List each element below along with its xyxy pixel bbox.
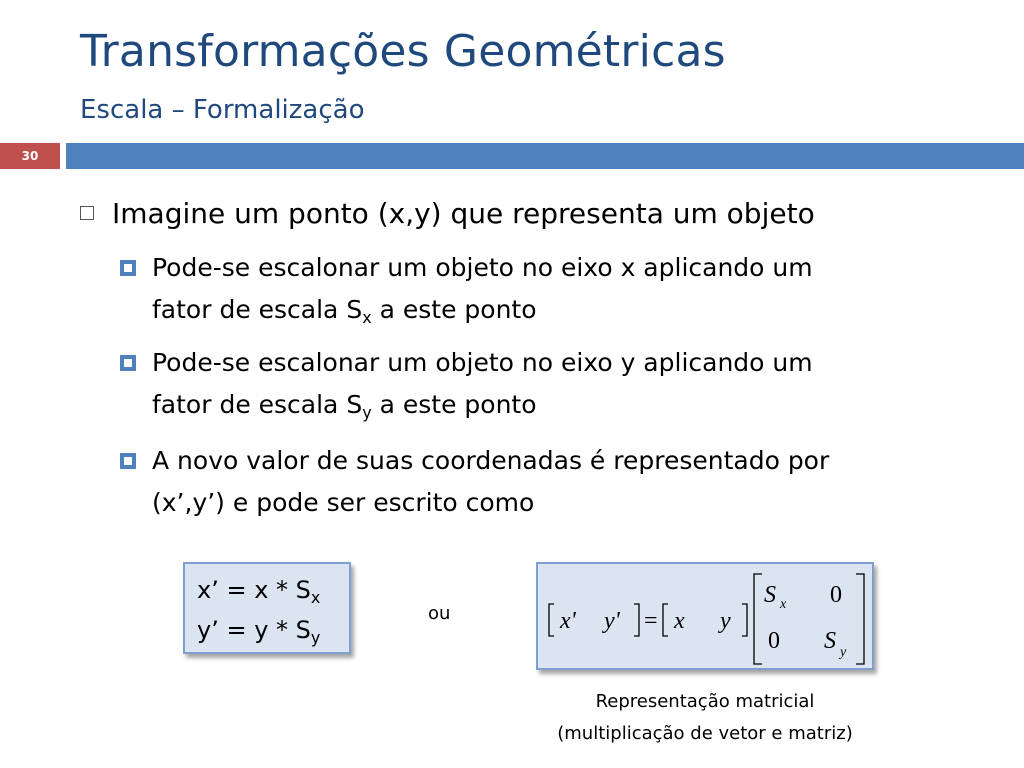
rhs-y: y xyxy=(720,608,731,634)
matrix-bracket-left xyxy=(754,574,762,664)
equation-box xyxy=(183,562,351,654)
bullet-item-2-line1: Pode-se escalonar um objeto no eixo y aplicando um xyxy=(152,348,813,377)
bullet-item-1-line1: Pode-se escalonar um objeto no eixo x aplicando um xyxy=(152,253,813,282)
square-bullet-icon xyxy=(120,355,136,371)
matrix-zero-top: 0 xyxy=(830,582,842,608)
matrix-bracket-right xyxy=(856,574,864,664)
equation-line-x: x’ = x * $S_x$ xyxy=(197,576,321,607)
matrix-equation-box xyxy=(536,562,874,670)
matrix-s-x: S xyxy=(764,582,776,608)
bullet-level1 xyxy=(80,192,1010,236)
slide-number-badge: 30 xyxy=(0,143,60,169)
square-bullet-icon xyxy=(120,453,136,469)
matrix-caption xyxy=(520,686,890,750)
equals-sign: = xyxy=(644,608,658,634)
matrix-sub-x: x xyxy=(780,597,787,612)
bullet-item-3-line2: (x’,y’) e pode ser escrito como xyxy=(152,488,535,517)
matrix-s-y: S xyxy=(824,628,836,654)
caption-line2: (multiplicação de vetor e matriz) xyxy=(557,723,853,744)
bullet-item-3 xyxy=(120,440,980,524)
matrix-sub-y: y xyxy=(840,645,847,660)
or-label: ou xyxy=(428,603,451,624)
bullet-item-2-line2: fator de escala $S_y$ a este ponto xyxy=(152,390,537,422)
equation-line-y: y’ = y * $S_y$ xyxy=(197,616,321,647)
slide-subtitle: Escala – Formalização xyxy=(80,95,365,125)
square-bullet-icon xyxy=(120,260,136,276)
bullet-item-1-line2: fator de escala $S_x$ a este ponto xyxy=(152,295,537,327)
bullet-level1-text: Imagine um ponto (x,y) que representa um objeto xyxy=(112,197,815,230)
hollow-square-bullet-icon xyxy=(80,206,94,220)
lhs-x: x' xyxy=(560,608,576,634)
bracket-right-1 xyxy=(634,604,639,636)
matrix-zero-bottom: 0 xyxy=(768,628,780,654)
bullet-item-2 xyxy=(120,342,980,434)
matrix-equation-figure xyxy=(538,564,872,668)
slide-title: Transformações Geométricas xyxy=(80,26,726,77)
bullet-item-1 xyxy=(120,247,980,339)
bullet-item-3-line1: A novo valor de suas coordenadas é representado por xyxy=(152,446,830,475)
bracket-left-2 xyxy=(663,604,668,636)
bracket-right-2 xyxy=(742,604,747,636)
header-accent-bar xyxy=(66,143,1024,169)
bracket-left-1 xyxy=(549,604,554,636)
lhs-y: y' xyxy=(604,608,620,634)
caption-line1: Representação matricial xyxy=(595,691,815,712)
rhs-x: x xyxy=(674,608,685,634)
